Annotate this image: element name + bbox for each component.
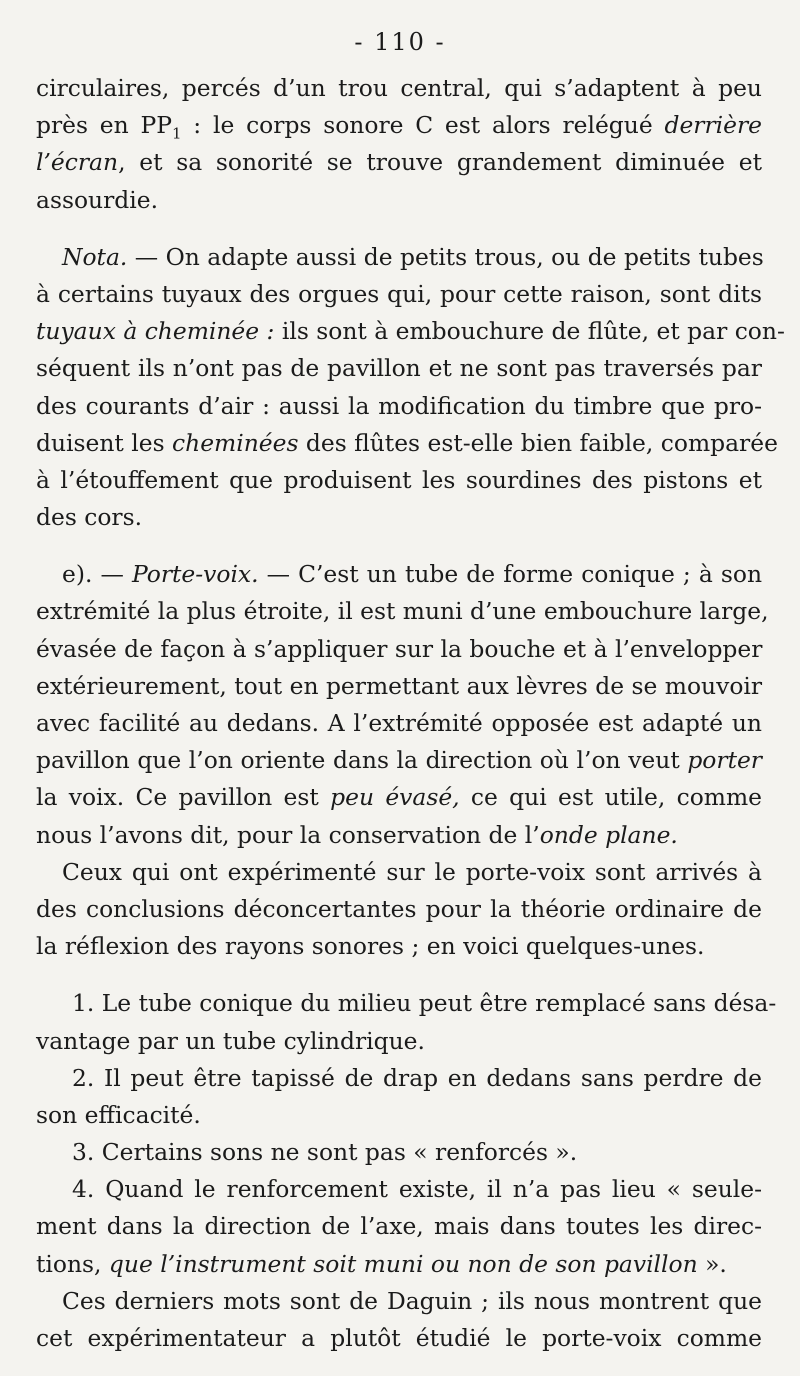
text-line [36, 817, 762, 854]
text-line [36, 1134, 762, 1171]
italic-text: onde plane. [539, 820, 678, 849]
subscript: 1 [171, 124, 182, 143]
text-line [36, 928, 762, 965]
text-line [36, 705, 762, 742]
text-segment: extrémité la plus étroite, il est muni d’une embouchure large, [36, 597, 769, 626]
text-line [36, 593, 769, 630]
italic-text: peu évasé, [330, 783, 460, 812]
text-line [36, 313, 785, 350]
text-segment: pavillon que l’on oriente dans la direction où l’on veut [36, 746, 688, 775]
text-segment: ce qui est utile, comme [459, 783, 762, 812]
text-segment: à l’étouffement que produisent les sourdines des pistons et [36, 465, 762, 494]
text-line [36, 1171, 762, 1208]
italic-text: derrière [664, 111, 762, 140]
text-segment: la voix. Ce pavillon est [36, 783, 331, 812]
text-segment: évasée de façon à s’appliquer sur la bouche et à l’envelopper [36, 634, 763, 663]
text-segment: séquent ils n’ont pas de pavillon et ne sont pas traversés par [36, 354, 762, 383]
italic-text: porter [687, 746, 762, 775]
paragraph-gap [36, 219, 762, 239]
text-line [36, 499, 762, 536]
text-line [36, 144, 762, 181]
text-segment: près en PP [36, 111, 172, 140]
text-line [36, 1283, 762, 1320]
text-segment: ils sont à embouchure de flûte, et par con- [274, 317, 785, 346]
text-segment: , et sa sonorité se trouve grandement diminuée et [118, 148, 762, 177]
paragraph [36, 1283, 762, 1357]
text-segment: cet expérimentateur a plutôt étudié le porte-voix comme [36, 1324, 762, 1352]
paragraph [36, 70, 762, 219]
text-segment: 4. Quand le renforcement existe, il n’a pas lieu « seule- [72, 1175, 762, 1204]
text-segment: 2. Il peut être tapissé de drap en dedans sans perdre de [72, 1063, 762, 1092]
italic-text: que l’instrument soit muni ou non de son pavillon [108, 1249, 698, 1278]
italic-text: Porte-voix. [131, 560, 259, 589]
text-line [36, 388, 762, 425]
text-segment: circulaires, percés d’un trou central, qui s’adaptent à peu [36, 74, 762, 102]
body-text [36, 70, 785, 1357]
italic-text: l’écran [36, 148, 119, 177]
text-segment: son efficacité. [36, 1100, 201, 1129]
text-line [36, 1023, 762, 1060]
text-segment: tions, [36, 1249, 109, 1278]
text-line [36, 1060, 762, 1097]
text-segment: — [92, 560, 132, 589]
italic-text: tuyaux à cheminée : [36, 317, 275, 346]
text-line [36, 779, 762, 816]
paragraph [36, 1060, 762, 1134]
text-line [36, 985, 777, 1022]
text-line [36, 668, 762, 705]
text-segment: des conclusions déconcertantes pour la théorie ordinaire de [36, 894, 762, 923]
text-line [36, 742, 762, 779]
text-segment: la réflexion des rayons sonores ; en voici quelques-unes. [36, 932, 705, 961]
text-line [36, 1208, 762, 1245]
text-segment: 3. Certains sons ne sont pas « renforcés ». [72, 1138, 578, 1167]
text-line [36, 854, 762, 891]
text-line [36, 462, 762, 499]
paragraph [36, 854, 762, 966]
paragraph-gap [36, 965, 762, 985]
text-line [36, 350, 762, 387]
text-segment: Ces derniers mots sont de Daguin ; ils nous montrent que [62, 1286, 762, 1315]
text-segment: assourdie. [36, 185, 159, 214]
paragraph [36, 1171, 762, 1283]
text-segment: ». [697, 1249, 727, 1278]
text-line [36, 182, 762, 219]
text-line [36, 425, 778, 462]
text-segment: des cors. [36, 503, 143, 532]
text-line [36, 1246, 762, 1283]
text-segment: : le corps sonore C est alors relégué [181, 111, 665, 140]
text-segment: des courants d’air : aussi la modification du timbre que pro- [36, 391, 762, 420]
text-line [36, 891, 762, 928]
italic-text: Nota. [62, 242, 128, 271]
paragraph-gap [36, 536, 762, 556]
text-segment: des flûtes est-elle bien faible, comparée [298, 428, 778, 457]
paragraph [36, 1134, 762, 1171]
text-segment: ment dans la direction de l’axe, mais dans toutes les direc- [36, 1212, 762, 1241]
text-segment: à certains tuyaux des orgues qui, pour cette raison, sont dits [36, 279, 762, 308]
text-line [36, 1097, 762, 1134]
text-line [36, 1320, 762, 1357]
text-segment: avec facilité au dedans. A l’extrémité opposée est adapté un [36, 709, 762, 737]
text-segment: vantage par un tube cylindrique. [36, 1026, 425, 1055]
text-segment: e). [62, 560, 93, 589]
italic-text: cheminées [172, 428, 299, 457]
text-line [36, 631, 762, 668]
paragraph [36, 556, 769, 854]
paragraph [36, 239, 785, 537]
text-line [36, 556, 762, 593]
text-segment: extérieurement, tout en permettant aux lèvres de se mouvoir [36, 671, 763, 700]
text-segment: — On adapte aussi de petits trous, ou de petits tubes [127, 242, 764, 271]
text-line [36, 239, 762, 276]
text-segment: duisent les [36, 428, 173, 457]
paragraph [36, 985, 777, 1059]
text-segment: 1. Le tube conique du milieu peut être remplacé sans désa- [72, 989, 777, 1018]
text-segment: nous l’avons dit, pour la conservation de l’ [36, 820, 540, 849]
text-line [36, 70, 762, 107]
text-line [36, 276, 762, 313]
text-line [36, 107, 762, 144]
text-segment: Ceux qui ont expérimenté sur le porte-voix sont arrivés à [62, 857, 762, 886]
text-segment: — C’est un tube de forme conique ; à son [258, 560, 763, 589]
page-number: - 110 - [354, 28, 446, 56]
